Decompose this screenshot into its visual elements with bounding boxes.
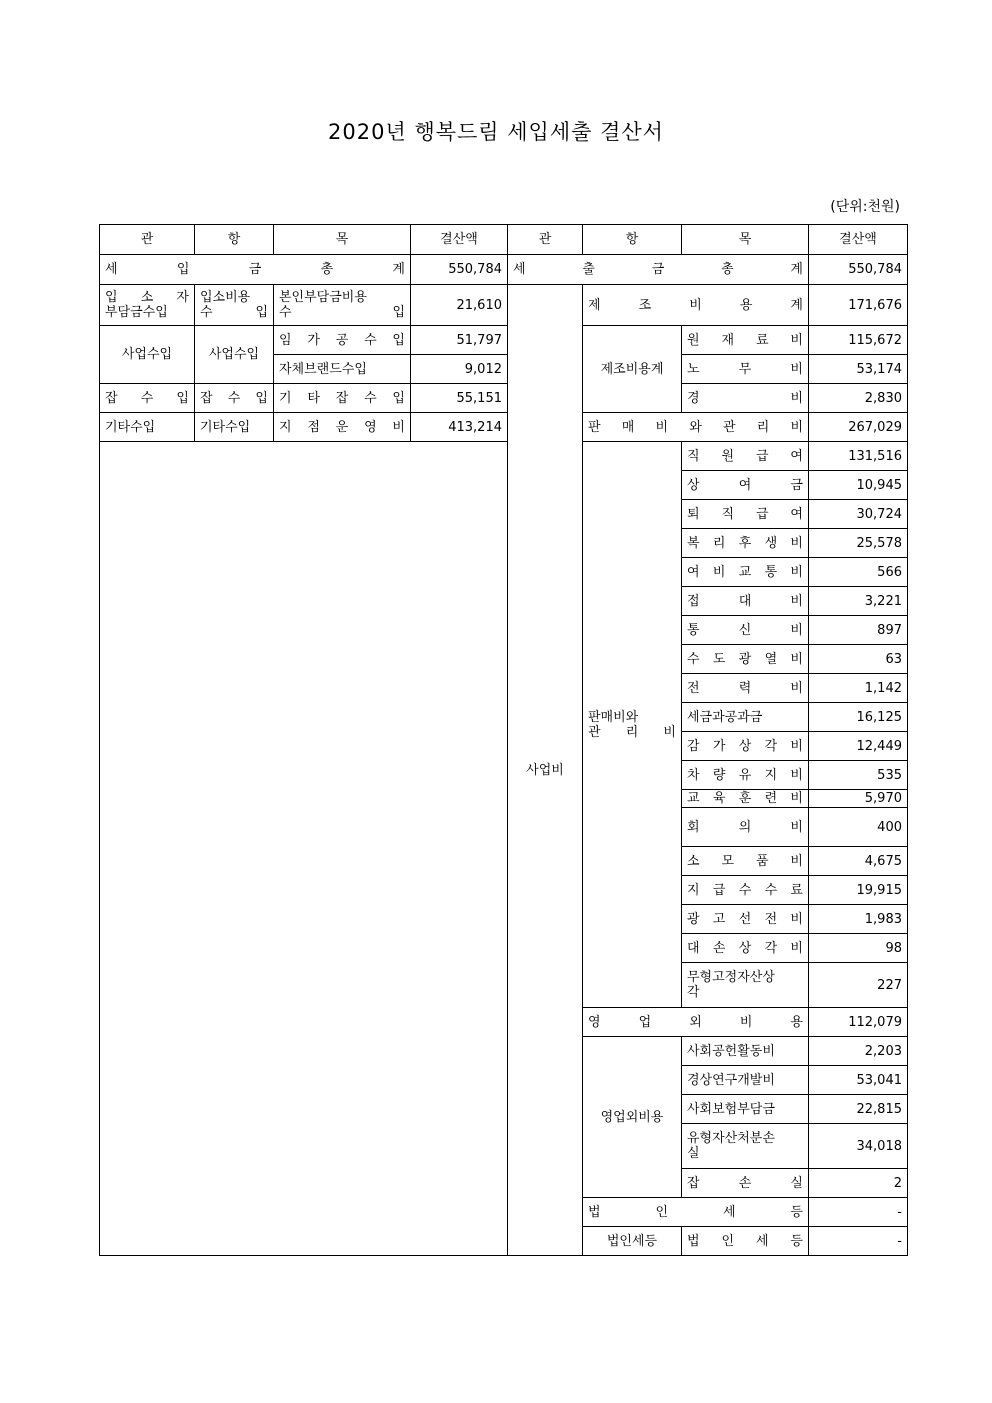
expense-subtotal-label: 법 인 세 등: [583, 1198, 809, 1227]
expense-mok: 접 대 비: [682, 587, 809, 616]
expense-mok: 퇴 직 급 여: [682, 500, 809, 529]
revenue-amount: 51,797: [411, 326, 508, 355]
expense-amount: 63: [809, 645, 908, 674]
expense-amount: 34,018: [809, 1124, 908, 1169]
expense-amount: 5,970: [809, 790, 908, 808]
expense-mok: 원 재 료 비: [682, 326, 809, 355]
expense-mok: 전 력 비: [682, 674, 809, 703]
revenue-mok: 임 가 공 수 입: [274, 326, 411, 355]
expense-amount: 566: [809, 558, 908, 587]
expense-mok: 통 신 비: [682, 616, 809, 645]
expense-mok: 사회보험부담금: [682, 1095, 809, 1124]
revenue-gwan: 기타수입: [100, 413, 195, 442]
expense-mok: 직 원 급 여: [682, 442, 809, 471]
expense-total-label: 세 출 금 총 계: [508, 255, 809, 285]
page-title: 2020년 행복드림 세입세출 결산서: [328, 120, 664, 144]
expense-mok: 회 의 비: [682, 808, 809, 847]
revenue-gwan: 사업수입: [100, 326, 195, 384]
expense-amount: 4,675: [809, 847, 908, 876]
revenue-empty-area: [100, 442, 508, 1256]
revenue-hang: 입소비용 수 입: [195, 285, 274, 326]
expense-mok: 수 도 광 열 비: [682, 645, 809, 674]
revenue-header-cell: 결산액: [411, 225, 508, 255]
expense-subtotal-label: 영 업 외 비 용: [583, 1008, 809, 1037]
expense-amount: 53,174: [809, 355, 908, 384]
expense-amount: 227: [809, 963, 908, 1008]
revenue-amount: 9,012: [411, 355, 508, 384]
expense-header-cell: 관: [508, 225, 583, 255]
expense-hang-tax: 법인세등: [583, 1227, 682, 1256]
expense-amount: 53,041: [809, 1066, 908, 1095]
expense-mok: 법 인 세 등: [682, 1227, 809, 1256]
expense-amount: 131,516: [809, 442, 908, 471]
expense-amount: 25,578: [809, 529, 908, 558]
expense-mok: 경 비: [682, 384, 809, 413]
expense-mok: 광 고 선 전 비: [682, 905, 809, 934]
expense-amount: 16,125: [809, 703, 908, 732]
revenue-header-cell: 목: [274, 225, 411, 255]
expense-subtotal-amount: 267,029: [809, 413, 908, 442]
expense-header-cell: 목: [682, 225, 809, 255]
revenue-header-cell: 관: [100, 225, 195, 255]
revenue-gwan: 잡 수 입: [100, 384, 195, 413]
revenue-total-label: 세 입 금 총 계: [100, 255, 411, 285]
revenue-header-cell: 항: [195, 225, 274, 255]
revenue-amount: 413,214: [411, 413, 508, 442]
expense-amount: 3,221: [809, 587, 908, 616]
expense-mok: 소 모 품 비: [682, 847, 809, 876]
revenue-mok: 지 점 운 영 비: [274, 413, 411, 442]
revenue-mok: 자체브랜드수입: [274, 355, 411, 384]
revenue-hang: 잡 수 입: [195, 384, 274, 413]
revenue-amount: 21,610: [411, 285, 508, 326]
expense-amount: 2,203: [809, 1037, 908, 1066]
expense-header-cell: 항: [583, 225, 682, 255]
expense-mok: 경상연구개발비: [682, 1066, 809, 1095]
expense-subtotal-amount: 171,676: [809, 285, 908, 326]
expense-amount: 400: [809, 808, 908, 847]
expense-mok: 사회공헌활동비: [682, 1037, 809, 1066]
expense-total-amount: 550,784: [809, 255, 908, 285]
expense-mok: 세금과공과금: [682, 703, 809, 732]
expense-amount: 2,830: [809, 384, 908, 413]
revenue-hang: 기타수입: [195, 413, 274, 442]
expense-subtotal-amount: 112,079: [809, 1008, 908, 1037]
expense-amount: 98: [809, 934, 908, 963]
expense-amount: 10,945: [809, 471, 908, 500]
expense-mok: 잡 손 실: [682, 1169, 809, 1198]
expense-mok: 복 리 후 생 비: [682, 529, 809, 558]
unit-label: (단위:천원): [830, 199, 900, 215]
expense-amount: 30,724: [809, 500, 908, 529]
expense-amount: 1,142: [809, 674, 908, 703]
revenue-total-amount: 550,784: [411, 255, 508, 285]
expense-mok: 무형고정자산상 각: [682, 963, 809, 1008]
revenue-gwan: 입 소 자 부담금수입: [100, 285, 195, 326]
expense-amount: 22,815: [809, 1095, 908, 1124]
settlement-table: [99, 224, 908, 1256]
expense-hang-sga: 판매비와 관 리 비: [583, 442, 682, 1008]
expense-amount: 535: [809, 761, 908, 790]
expense-subtotal-label: 판 매 비 와 관 리 비: [583, 413, 809, 442]
expense-amount: 2: [809, 1169, 908, 1198]
revenue-mok: 기 타 잡 수 입: [274, 384, 411, 413]
expense-subtotal-amount: -: [809, 1198, 908, 1227]
expense-mok: 노 무 비: [682, 355, 809, 384]
expense-amount: -: [809, 1227, 908, 1256]
expense-hang-manufacturing: 제조비용계: [583, 326, 682, 413]
expense-mok: 여 비 교 통 비: [682, 558, 809, 587]
expense-mok: 유형자산처분손 실: [682, 1124, 809, 1169]
expense-mok: 상 여 금: [682, 471, 809, 500]
expense-amount: 897: [809, 616, 908, 645]
expense-amount: 19,915: [809, 876, 908, 905]
expense-gwan: 사업비: [508, 285, 583, 1256]
expense-subtotal-label: 제 조 비 용 계: [583, 285, 809, 326]
revenue-amount: 55,151: [411, 384, 508, 413]
revenue-mok: 본인부담금비용 수 입: [274, 285, 411, 326]
expense-amount: 12,449: [809, 732, 908, 761]
expense-mok: 대 손 상 각 비: [682, 934, 809, 963]
expense-hang-nonop: 영업외비용: [583, 1037, 682, 1198]
expense-amount: 115,672: [809, 326, 908, 355]
revenue-hang: 사업수입: [195, 326, 274, 384]
expense-mok: 지 급 수 수 료: [682, 876, 809, 905]
expense-mok: 교 육 훈 련 비: [682, 790, 809, 808]
expense-amount: 1,983: [809, 905, 908, 934]
expense-mok: 차 량 유 지 비: [682, 761, 809, 790]
expense-mok: 감 가 상 각 비: [682, 732, 809, 761]
expense-header-cell: 결산액: [809, 225, 908, 255]
